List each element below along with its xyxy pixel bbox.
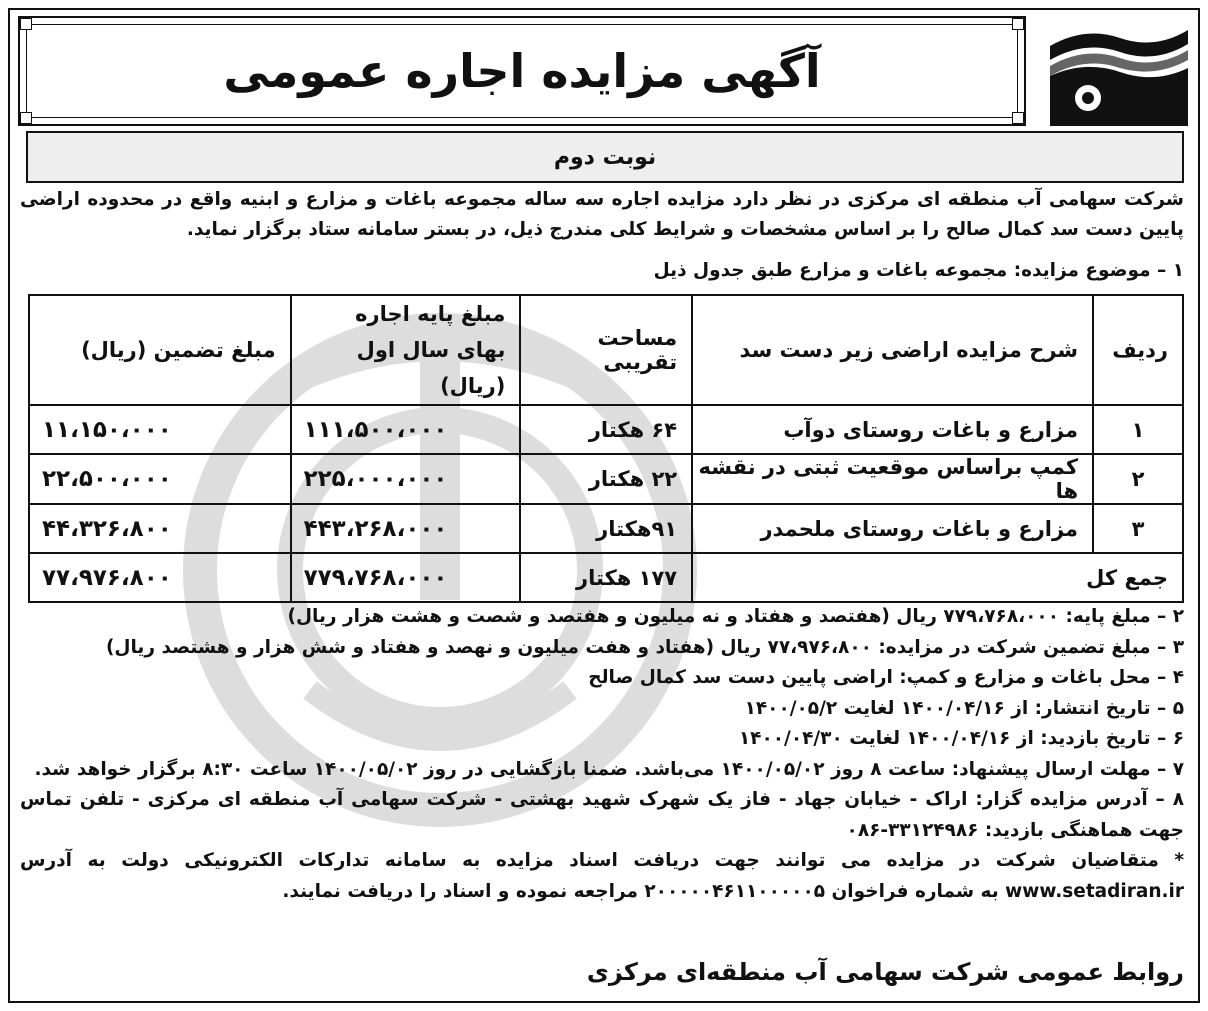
table-row	[29, 504, 1183, 553]
condition-text: از ۱۴۰۰/۰۴/۱۶ لغایت ۱۴۰۰/۰۴/۳۰	[738, 728, 1041, 749]
subject-label: ۱ – موضوع مزایده:	[1013, 260, 1184, 281]
round-banner	[26, 131, 1184, 183]
conditions-list	[20, 602, 1184, 907]
condition-item	[20, 785, 1184, 846]
cell-area: ۹۱هکتار	[520, 504, 692, 553]
header-base-price	[291, 295, 521, 405]
table-row	[29, 405, 1183, 454]
header-base-price-line1: مبلغ پایه اجاره	[355, 302, 506, 326]
cell-area: ۶۴ هکتار	[520, 405, 692, 454]
condition-text: ۷۷،۹۷۶،۸۰۰ ریال (هفتاد و هفت میلیون و نهصد و هفتاد و شش هزار و هشتصد ریال)	[105, 636, 879, 658]
condition-text: ۷۷۹،۷۶۸،۰۰۰ ریال (هفتصد و هفتاد و نه میلیون و هفتصد و شصت و هشت هزار ریال)	[287, 606, 1066, 627]
condition-text: اراضی پایین دست سد کمال صالح	[588, 667, 900, 688]
cell-guarantee: ۱۱،۱۵۰،۰۰۰	[29, 405, 291, 454]
condition-note	[20, 846, 1184, 907]
table-header-row	[29, 295, 1183, 405]
cell-base-price: ۴۴۳،۲۶۸،۰۰۰	[291, 504, 521, 553]
frame-corner	[1012, 18, 1024, 30]
subject-text: مجموعه باغات و مزارع طبق جدول ذیل	[653, 260, 1008, 281]
condition-item	[20, 755, 1184, 786]
condition-item	[20, 694, 1184, 725]
round-label: نوبت دوم	[553, 144, 657, 170]
condition-text: * متقاضیان شرکت در مزایده می توانند جهت دریافت اسناد مزایده به سامانه تدارکات الکترونیکی دولت به آدرس www.setadiran.ir به شماره فراخوان ۲۰۰۰۰۰۴۶۱۱۰۰۰۰۰۵ مراجعه نموده و اسناد را دریافت نمایند.	[20, 850, 1184, 902]
company-logo	[1050, 16, 1188, 126]
cell-description: کمپ براساس موقعیت ثبتی در نقشه ها	[692, 454, 1093, 504]
total-label: جمع کل	[692, 553, 1183, 602]
header-guarantee: مبلغ تضمین (ریال)	[29, 295, 291, 405]
condition-text: از ۱۴۰۰/۰۴/۱۶ لغایت ۱۴۰۰/۰۵/۲	[744, 697, 1035, 719]
condition-item	[20, 633, 1184, 664]
condition-text: ساعت ۸ روز ۱۴۰۰/۰۵/۰۲ می‌باشد. ضمنا بازگشایی در روز ۱۴۰۰/۰۵/۰۲ ساعت ۸:۳۰ برگزار خواهد شد.	[34, 758, 952, 780]
condition-label: ۶ – تاریخ بازدید:	[1040, 728, 1184, 749]
frame-corner	[1012, 112, 1024, 124]
cell-description: مزارع و باغات روستای دوآب	[692, 405, 1093, 454]
table-total-row	[29, 553, 1183, 602]
frame-corner	[20, 112, 32, 124]
total-base-price: ۷۷۹،۷۶۸،۰۰۰	[291, 553, 521, 602]
condition-label: ۲ – مبلغ پایه:	[1065, 606, 1184, 627]
title-inner-frame	[26, 24, 1018, 118]
cell-guarantee: ۲۲،۵۰۰،۰۰۰	[29, 454, 291, 504]
subject-line	[20, 256, 1184, 286]
cell-base-price: ۱۱۱،۵۰۰،۰۰۰	[291, 405, 521, 454]
condition-item	[20, 724, 1184, 755]
cell-base-price: ۲۲۵،۰۰۰،۰۰۰	[291, 454, 521, 504]
condition-label: ۷ – مهلت ارسال پیشنهاد:	[951, 758, 1184, 780]
total-area: ۱۷۷ هکتار	[520, 553, 692, 602]
condition-label: ۸ – آدرس مزایده گزار:	[975, 789, 1184, 810]
cell-row-number: ۳	[1093, 504, 1183, 553]
auction-table	[28, 294, 1184, 603]
condition-text: اراک - خیابان جهاد - فاز یک شهرک شهید بهشتی - شرکت سهامی آب منطقه ای مرکزی - تلفن تماس جهت هماهنگی بازدید: ۳۳۱۲۴۹۸۶-۰۸۶	[20, 789, 1184, 841]
header-base-price-line2: بهای سال اول (ریال)	[356, 338, 506, 398]
table-row	[29, 454, 1183, 504]
condition-label: ۴ – محل باغات و مزارع و کمپ:	[899, 667, 1184, 688]
condition-item	[20, 602, 1184, 633]
condition-label: ۵ – تاریخ انتشار:	[1034, 697, 1184, 719]
condition-item	[20, 663, 1184, 694]
frame-corner	[20, 18, 32, 30]
header-description: شرح مزایده اراضی زیر دست سد	[692, 295, 1093, 405]
cell-area: ۲۲ هکتار	[520, 454, 692, 504]
total-guarantee: ۷۷،۹۷۶،۸۰۰	[29, 553, 291, 602]
signature-line: روابط عمومی شرکت سهامی آب منطقه‌ای مرکزی	[586, 958, 1184, 986]
intro-paragraph: شرکت سهامی آب منطقه ای مرکزی در نظر دارد مزایده اجاره سه ساله مجموعه باغات و مزارع و ابنیه واقع در محدوده اراضی پایین دست سد کمال صالح را بر اساس مشخصات و شرایط کلی مندرج ذیل، در بستر سامانه ستاد برگزار نماید.	[20, 189, 1184, 240]
cell-row-number: ۱	[1093, 405, 1183, 454]
cell-row-number: ۲	[1093, 454, 1183, 504]
header-row-number: ردیف	[1093, 295, 1183, 405]
title-frame	[18, 16, 1026, 126]
cell-guarantee: ۴۴،۳۲۶،۸۰۰	[29, 504, 291, 553]
header-area: مساحت تقریبی	[520, 295, 692, 405]
condition-label: ۳ – مبلغ تضمین شرکت در مزایده:	[878, 636, 1184, 658]
cell-description: مزارع و باغات روستای ملحمدر	[692, 504, 1093, 553]
page-title: آگهی مزایده اجاره عمومی	[223, 44, 821, 98]
